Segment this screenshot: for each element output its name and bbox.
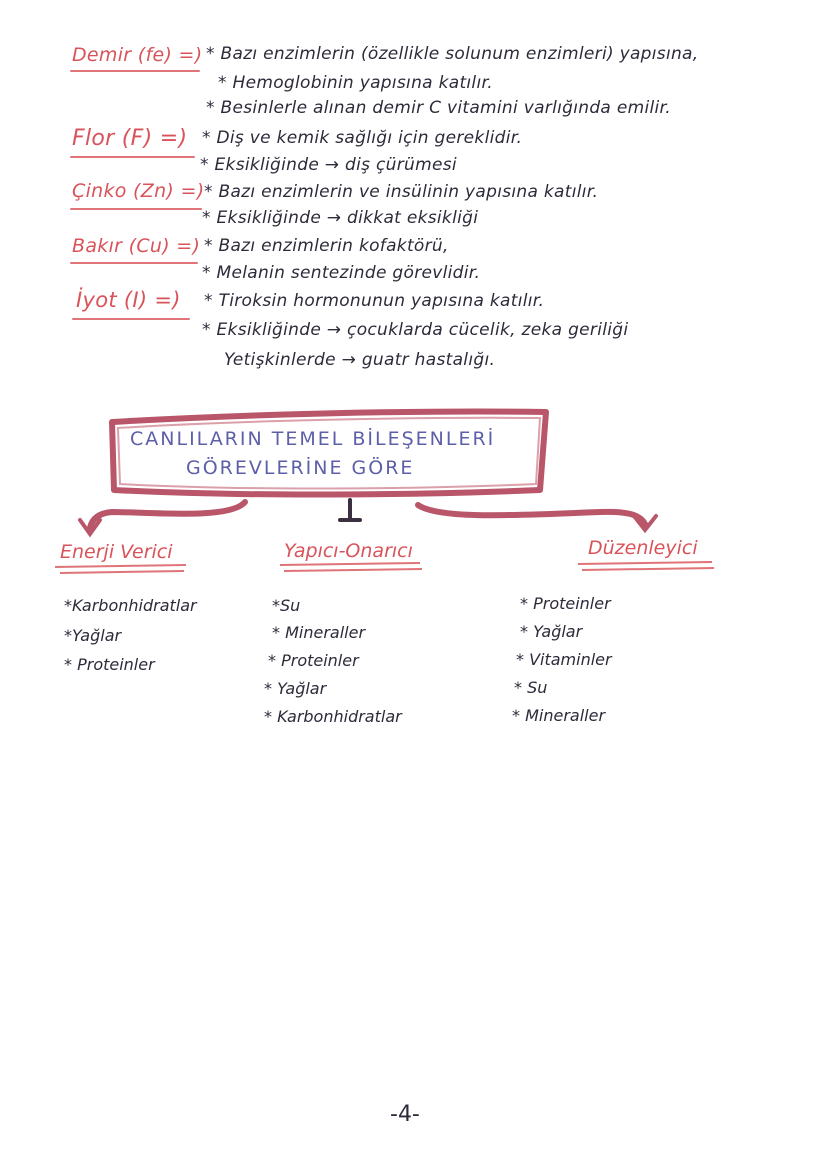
arrow-right — [418, 505, 645, 524]
column-item: * Yağlar — [520, 622, 583, 641]
column-item: * Karbonhidratlar — [264, 707, 402, 726]
mineral-line: * Bazı enzimlerin ve insülinin yapısına katılır. — [204, 182, 599, 202]
mineral-line: * Eksikliğinde → diş çürümesi — [200, 155, 457, 175]
column-item: * Proteinler — [64, 655, 155, 674]
mineral-line: * Besinlerle alınan demir C vitamini varlığında emilir. — [206, 98, 671, 118]
column-item: *Su — [272, 596, 301, 615]
mineral-label-copper: Bakır (Cu) =) — [72, 235, 201, 257]
column-item: * Yağlar — [264, 679, 327, 698]
mineral-label-fluorine: Flor (F) =) — [72, 126, 188, 151]
mineral-line: * Eksikliğinde → dikkat eksikliği — [202, 208, 479, 228]
column-underline — [284, 569, 422, 571]
mineral-line: * Hemoglobinin yapısına katılır. — [218, 73, 493, 93]
column-item: * Mineraller — [272, 623, 366, 642]
column-underline — [55, 565, 186, 567]
column-title-regulatory: Düzenleyici — [588, 537, 698, 559]
mineral-label-zinc: Çinko (Zn) =) — [72, 180, 205, 202]
banner-title-line-1: CANLILARIN TEMEL BİLEŞENLERİ — [130, 428, 496, 450]
column-item: * Proteinler — [520, 594, 611, 613]
column-title-structural: Yapıcı-Onarıcı — [284, 540, 413, 562]
column-item: *Yağlar — [64, 626, 122, 645]
column-underline — [60, 571, 184, 573]
banner-title-line-2: GÖREVLERİNE GÖRE — [186, 457, 415, 479]
mineral-label-iodine: İyot (I) =) — [76, 288, 181, 312]
mineral-line: Yetişkinlerde → guatr hastalığı. — [224, 350, 496, 370]
column-underline — [280, 563, 420, 565]
mineral-label-iron: Demir (fe) =) — [72, 44, 203, 66]
column-item: *Karbonhidratlar — [64, 596, 197, 615]
mineral-line: * Diş ve kemik sağlığı için gereklidir. — [202, 128, 523, 148]
mineral-line: * Eksikliğinde → çocuklarda cücelik, zeka geriliği — [202, 320, 629, 340]
column-item: * Proteinler — [268, 651, 359, 670]
column-underline — [582, 568, 714, 570]
arrow-left — [90, 502, 245, 528]
mineral-line: * Bazı enzimlerin kofaktörü, — [204, 236, 449, 256]
mineral-line: * Bazı enzimlerin (özellikle solunum enzimleri) yapısına, — [206, 44, 699, 64]
page-number: -4- — [390, 1102, 420, 1127]
column-title-energy: Enerji Verici — [60, 541, 173, 563]
column-underline — [578, 562, 712, 564]
mineral-line: * Melanin sentezinde görevlidir. — [202, 263, 481, 283]
mineral-line: * Tiroksin hormonunun yapısına katılır. — [204, 291, 545, 311]
column-item: * Mineraller — [512, 706, 606, 725]
column-item: * Su — [514, 678, 548, 697]
column-item: * Vitaminler — [516, 650, 612, 669]
